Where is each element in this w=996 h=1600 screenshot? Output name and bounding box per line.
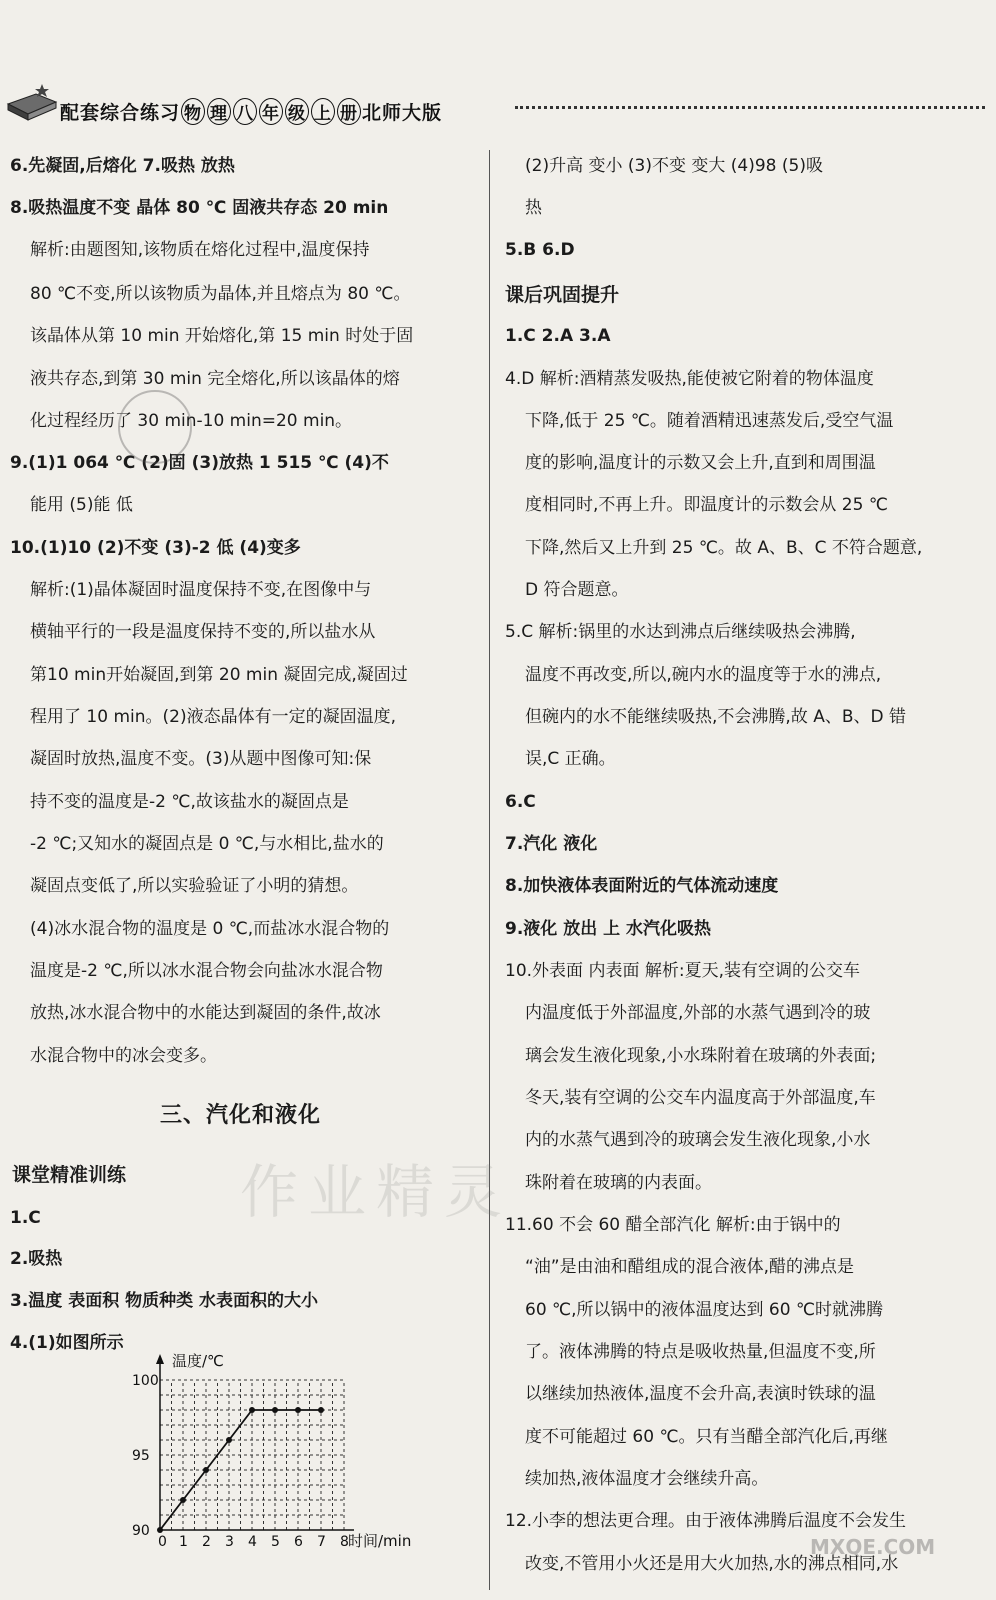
header-dotted-rule [515,106,985,115]
x-tick-label: 1 [179,1534,188,1550]
y-tick-label: 100 [132,1373,159,1389]
answer-line: 解析:(1)晶体凝固时温度保持不变,在图像中与 [30,580,372,600]
answer-line: 冬天,装有空调的公交车内温度高于外部温度,车 [525,1088,876,1108]
answer-line: 化过程经历了 30 min-10 min=20 min。 [30,411,353,431]
data-point [203,1467,209,1473]
answer-line: 2.吸热 [10,1249,63,1269]
answer-line: 度相同时,不再上升。即温度计的示数会从 25 ℃ [525,495,888,515]
answer-line: 度不可能超过 60 ℃。只有当醋全部汽化后,再继 [525,1427,888,1447]
answer-line: 1.C [10,1208,41,1228]
section-title: 三、汽化和液化 [160,1103,322,1128]
answer-line: (2)升高 变小 (3)不变 变大 (4)98 (5)吸 [525,156,823,176]
x-tick-label: 0 [158,1534,167,1550]
title-char: 八 [233,98,257,125]
x-tick-label: 5 [271,1534,280,1550]
title-char: 理 [207,98,231,125]
answer-line: 4.(1)如图所示 [10,1333,124,1353]
data-point [295,1407,301,1413]
temperature-time-chart [130,1350,412,1550]
answer-line: 3.温度 表面积 物质种类 水表面积的大小 [10,1291,319,1311]
x-axis-label: 时间/min [348,1532,412,1550]
answer-line: 放热,冰水混合物中的水能达到凝固的条件,故冰 [30,1003,381,1023]
answer-line: 80 ℃不变,所以该物质为晶体,并且熔点为 80 ℃。 [30,284,411,304]
x-tick-label: 6 [294,1534,303,1550]
answer-line: 该晶体从第 10 min 开始熔化,第 15 min 时处于固 [30,326,414,346]
answer-line: 璃会发生液化现象,小水珠附着在玻璃的外表面; [525,1046,877,1066]
answer-line: 了。液体沸腾的特点是吸收热量,但温度不变,所 [525,1342,876,1362]
answer-line: 续加热,液体温度才会继续升高。 [525,1469,769,1489]
x-tick-label: 2 [202,1534,211,1550]
answer-line: 7.汽化 液化 [505,834,598,854]
answer-line: 下降,然后又上升到 25 ℃。故 A、B、C 不符合题意, [525,538,923,558]
answer-line: 6.C [505,792,536,812]
answer-line: 度的影响,温度计的示数又会上升,直到和周围温 [525,453,876,473]
answer-line: 第10 min开始凝固,到第 20 min 凝固完成,凝固过 [30,665,408,685]
answer-line: 12.小李的想法更合理。由于液体沸腾后温度不会发生 [505,1511,907,1531]
answer-line: 水混合物中的冰会变多。 [30,1046,217,1066]
title-char: 上 [311,98,335,125]
answer-line: 珠附着在玻璃的内表面。 [525,1173,712,1193]
watermark: 作业精灵 [240,1158,513,1226]
page-header [0,70,996,130]
answer-line: 10.外表面 内表面 解析:夏天,装有空调的公交车 [505,961,860,981]
logo-text: MXQE.COM [810,1535,936,1559]
answer-line: 下降,低于 25 ℃。随着酒精迅速蒸发后,受空气温 [525,411,894,431]
answer-line: “油”是由油和醋组成的混合液体,醋的沸点是 [525,1257,855,1277]
answer-line: 液共存态,到第 30 min 完全熔化,所以该晶体的熔 [30,369,400,389]
y-tick-label: 90 [132,1523,150,1539]
answer-line: 温度不再改变,所以,碗内水的温度等于水的沸点, [525,665,882,685]
title-prefix: 配套综合练习 [60,102,181,124]
data-point [180,1497,186,1503]
answer-line: -2 ℃;又知水的凝固点是 0 ℃,与水相比,盐水的 [30,834,384,854]
answer-line: (4)冰水混合物的温度是 0 ℃,而盐冰水混合物的 [30,919,390,939]
answer-line: 1.C 2.A 3.A [505,326,611,346]
answer-line: 60 ℃,所以锅中的液体温度达到 60 ℃时就沸腾 [525,1300,884,1320]
title-char: 册 [337,98,361,125]
answer-line: 解析:由题图知,该物质在熔化过程中,温度保持 [30,240,370,260]
data-point [226,1437,232,1443]
data-point [318,1407,324,1413]
title-char: 年 [259,98,283,125]
answer-line: 9.(1)1 064 ℃ (2)固 (3)放热 1 515 ℃ (4)不 [10,453,389,473]
answer-line: 热 [525,198,542,218]
data-point [249,1407,255,1413]
answer-line: 但碗内的水不能继续吸热,不会沸腾,故 A、B、D 错 [525,707,906,727]
x-tick-label: 8 [340,1534,349,1550]
answer-line: 程用了 10 min。(2)液态晶体有一定的凝固温度, [30,707,396,727]
x-tick-label: 3 [225,1534,234,1550]
answer-line: 9.液化 放出 上 水汽化吸热 [505,919,712,939]
answer-line: 10.(1)10 (2)不变 (3)-2 低 (4)变多 [10,538,301,558]
answer-line: 凝固点变低了,所以实验验证了小明的猜想。 [30,876,359,896]
answer-line: 凝固时放热,温度不变。(3)从题中图像可知:保 [30,749,372,769]
title-char: 级 [285,98,309,125]
answer-line: 内温度低于外部温度,外部的水蒸气遇到冷的玻 [525,1003,871,1023]
faded-stamp [118,390,192,464]
answer-line: 4.D 解析:酒精蒸发吸热,能使被它附着的物体温度 [505,369,874,389]
book-stack-icon [6,82,58,122]
answer-line: 能用 (5)能 低 [30,495,133,515]
answer-line: 8.吸热温度不变 晶体 80 ℃ 固液共存态 20 min [10,198,389,218]
answer-line: 5.C 解析:锅里的水达到沸点后继续吸热会沸腾, [505,622,856,642]
answer-line: 5.B 6.D [505,240,575,260]
book-title [60,98,442,125]
answer-line: 持不变的温度是-2 ℃,故该盐水的凝固点是 [30,792,349,812]
y-tick-label: 95 [132,1448,150,1464]
x-tick-label: 7 [317,1534,326,1550]
site-logo-watermark [810,1535,980,1590]
answer-line: 6.先凝固,后熔化 7.吸热 放热 [10,156,235,176]
answer-line: 以继续加热液体,温度不会升高,表演时铁球的温 [525,1384,876,1404]
answer-line: 温度是-2 ℃,所以冰水混合物会向盐冰水混合物 [30,961,383,981]
subsection-title: 课后巩固提升 [505,284,620,306]
answer-line: 8.加快液体表面附近的气体流动速度 [505,876,779,896]
title-char: 物 [181,98,205,125]
y-axis-arrow [156,1354,164,1364]
answer-line: D 符合题意。 [525,580,629,600]
x-tick-label: 4 [248,1534,257,1550]
title-suffix: 北师大版 [362,102,443,124]
answer-line: 误,C 正确。 [525,749,616,769]
y-axis-label: 温度/℃ [172,1352,224,1370]
data-point [157,1527,163,1533]
answer-line: 改变,不管用小火还是用大火加热,水的沸点相同,水 [525,1554,899,1574]
answer-line: 内的水蒸气遇到冷的玻璃会发生液化现象,小水 [525,1130,871,1150]
column-divider [489,150,490,1590]
subsection-title: 课堂精准训练 [12,1164,127,1186]
data-point [272,1407,278,1413]
answer-line: 11.60 不会 60 醋全部汽化 解析:由于锅中的 [505,1215,841,1235]
answer-line: 横轴平行的一段是温度保持不变的,所以盐水从 [30,622,376,642]
